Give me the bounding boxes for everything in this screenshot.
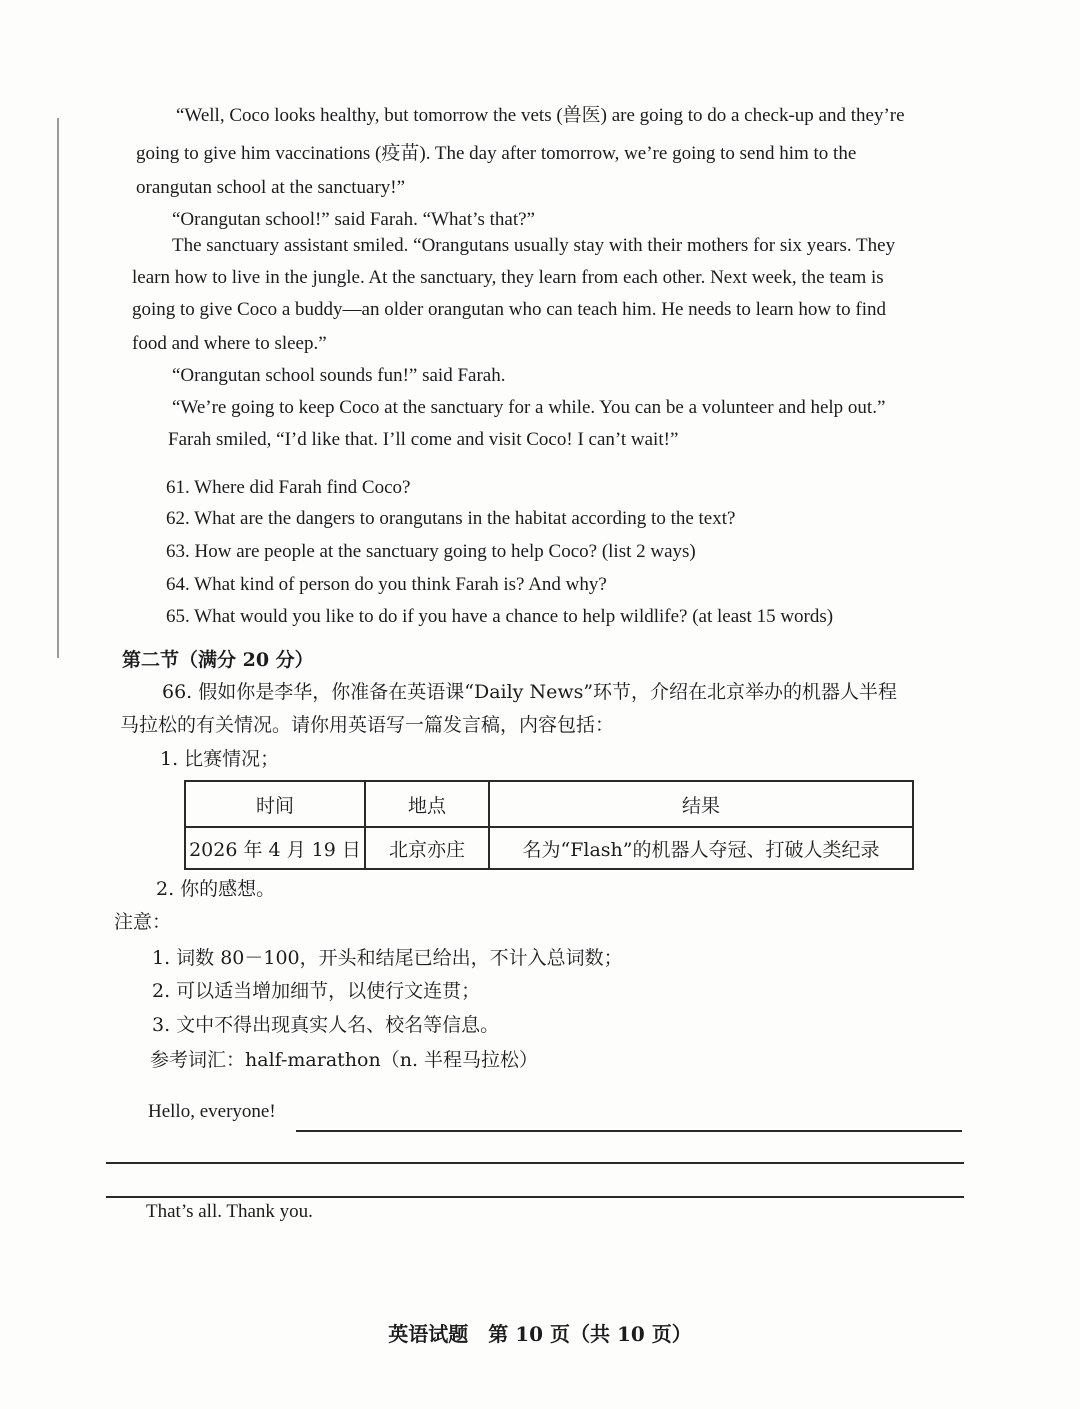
note-item: 2. 可以适当增加细节，以使行文连贯；	[152, 980, 481, 1002]
page-footer: 英语试题 第 10 页（共 10 页）	[388, 1322, 692, 1346]
table-header-result: 结果	[681, 794, 720, 817]
passage-line: Farah smiled, “I’d like that. I’ll come and visit Coco! I can’t wait!”	[168, 429, 679, 450]
vocab-reference: 参考词汇：half-marathon（n. 半程马拉松）	[150, 1049, 539, 1071]
passage-line: food and where to sleep.”	[132, 333, 327, 354]
essay-closing: That’s all. Thank you.	[146, 1201, 313, 1222]
passage-line: learn how to live in the jungle. At the sanctuary, they learn from each other. Next week, the team is	[132, 267, 884, 288]
table-header-row	[186, 782, 912, 828]
passage-line: “Orangutan school sounds fun!” said Farah.	[172, 365, 506, 386]
table-header-place: 地点	[366, 782, 490, 826]
passage-line: going to give Coco a buddy—an older orangutan who can teach him. He needs to learn how to find	[132, 299, 886, 320]
answer-line	[296, 1130, 962, 1132]
question-65: 65. What would you like to do if you have a chance to help wildlife? (at least 15 words)	[166, 606, 834, 627]
passage-line: orangutan school at the sanctuary!”	[136, 177, 406, 198]
table-cell-place: 北京亦庄	[366, 826, 490, 870]
answer-line	[106, 1162, 964, 1164]
notes-title: 注意：	[114, 911, 172, 933]
question-62: 62. What are the dangers to orangutans in the habitat according to the text?	[166, 508, 736, 529]
table-cell-time: 2026 年 4 月 19 日	[186, 826, 366, 870]
note-item: 1. 词数 80－100，开头和结尾已给出，不计入总词数；	[152, 947, 623, 969]
event-table	[184, 780, 914, 870]
note-item: 3. 文中不得出现真实人名、校名等信息。	[152, 1014, 500, 1036]
passage-line: “We’re going to keep Coco at the sanctuary for a while. You can be a volunteer and help out.”	[172, 397, 886, 418]
writing-prompt-line: 66. 假如你是李华，你准备在英语课“Daily News”环节，介绍在北京举办的机器人半程	[162, 681, 898, 703]
question-61: 61. Where did Farah find Coco?	[166, 477, 411, 498]
passage-line: “Well, Coco looks healthy, but tomorrow the vets (兽医) are going to do a check-up and they’re	[176, 105, 905, 126]
table-header-time: 时间	[186, 782, 366, 826]
content-item-1: 1. 比赛情况；	[160, 748, 280, 770]
question-64: 64. What kind of person do you think Farah is? And why?	[166, 574, 607, 595]
table-cell-result: 名为“Flash”的机器人夺冠、打破人类纪录	[522, 838, 880, 861]
binding-margin-line	[57, 118, 59, 658]
table-row	[186, 826, 912, 870]
section-heading: 第二节（满分 20 分）	[122, 649, 314, 671]
question-63: 63. How are people at the sanctuary going to help Coco? (list 2 ways)	[166, 541, 696, 562]
essay-opening: Hello, everyone!	[148, 1101, 276, 1122]
passage-line: The sanctuary assistant smiled. “Orangutans usually stay with their mothers for six years. They	[172, 235, 896, 256]
passage-line: going to give him vaccinations (疫苗). The day after tomorrow, we’re going to send him to the	[136, 143, 857, 164]
writing-prompt-line: 马拉松的有关情况。请你用英语写一篇发言稿，内容包括：	[120, 714, 615, 736]
passage-line: “Orangutan school!” said Farah. “What’s that?”	[172, 209, 535, 230]
content-item-2: 2. 你的感想。	[156, 878, 276, 900]
